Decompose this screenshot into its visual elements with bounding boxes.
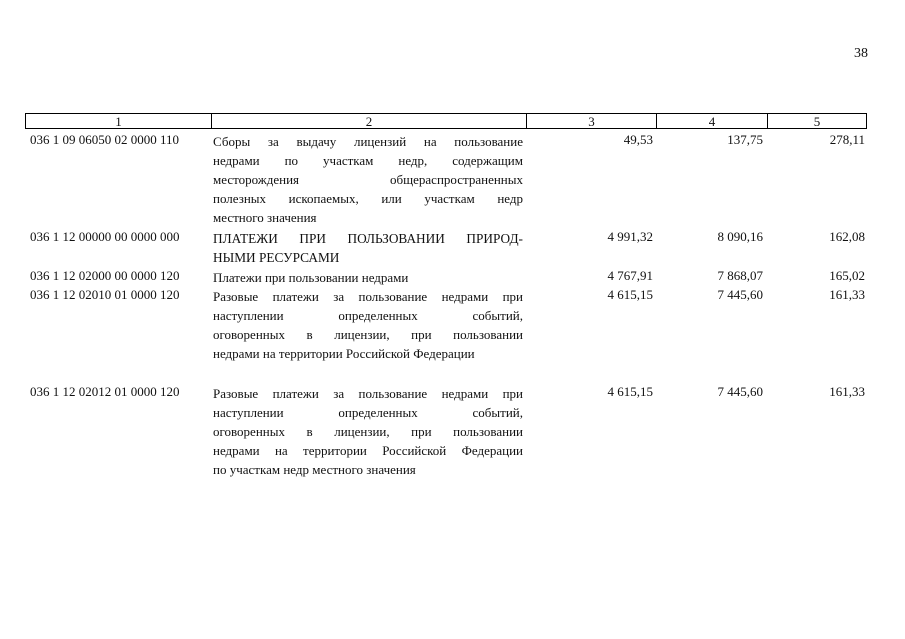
- row-name: [213, 229, 523, 267]
- row-name-line: оговоренных в лицензии, при пользовании: [213, 424, 523, 439]
- row-name-line: недрами на территории Российской Федерации: [213, 346, 475, 361]
- row-name-line: наступлении определенных событий,: [213, 405, 523, 420]
- row-value-col3: 49,53: [623, 132, 653, 147]
- row-name: [213, 384, 523, 479]
- row-value-col4: 137,75: [727, 132, 763, 147]
- header-col-1: 1: [26, 114, 212, 128]
- row-name-line: ПЛАТЕЖИ ПРИ ПОЛЬЗОВАНИИ ПРИРОД-: [213, 231, 523, 246]
- row-name-line: местного значения: [213, 210, 317, 225]
- row-value-col3: 4 991,32: [607, 229, 653, 244]
- row-code: 036 1 09 06050 02 0000 110: [30, 132, 180, 147]
- row-value-col5: 162,08: [829, 229, 865, 244]
- row-code: 036 1 12 00000 00 0000 000: [30, 229, 180, 244]
- header-col-5: 5: [813, 114, 821, 129]
- row-value-col3: 4 615,15: [607, 384, 653, 399]
- row-name-line: Разовые платежи за пользование недрами при: [213, 386, 523, 401]
- row-name-line: по участкам недр местного значения: [213, 462, 416, 477]
- header-col-4: 4: [657, 114, 768, 128]
- row-name-line: недрами по участкам недр, содержащим: [213, 153, 523, 168]
- row-code: 036 1 12 02000 00 0000 120: [30, 268, 180, 283]
- header-col-3: 3: [527, 114, 657, 128]
- row-value-col3: 4 615,15: [607, 287, 653, 302]
- row-name: [213, 132, 523, 227]
- page-number: 38: [854, 46, 868, 61]
- row-name-line: оговоренных в лицензии, при пользовании: [213, 327, 523, 342]
- row-value-col4: 7 445,60: [717, 384, 763, 399]
- row-value-col4: 7 868,07: [717, 268, 763, 283]
- row-code: 036 1 12 02012 01 0000 120: [30, 384, 180, 399]
- row-code: 036 1 12 02010 01 0000 120: [30, 287, 180, 302]
- row-name-line: НЫМИ РЕСУРСАМИ: [213, 250, 340, 265]
- row-value-col4: 7 445,60: [717, 287, 763, 302]
- row-name-line: Сборы за выдачу лицензий на пользование: [213, 134, 523, 149]
- row-value-col5: 165,02: [829, 268, 865, 283]
- row-value-col4: 8 090,16: [717, 229, 763, 244]
- row-value-col3: 4 767,91: [607, 268, 653, 283]
- row-value-col5: 161,33: [829, 384, 865, 399]
- row-name-line: Платежи при пользовании недрами: [213, 270, 409, 285]
- row-name: [213, 268, 523, 287]
- header-col-2: 2: [212, 114, 527, 128]
- row-name: [213, 287, 523, 363]
- row-name-line: месторождения общераспространенных: [213, 172, 523, 187]
- row-name-line: Разовые платежи за пользование недрами при: [213, 289, 523, 304]
- row-name-line: недрами на территории Российской Федерации: [213, 443, 523, 458]
- row-name-line: полезных ископаемых, или участкам недр: [213, 191, 523, 206]
- table-header: [25, 113, 867, 129]
- row-name-line: наступлении определенных событий,: [213, 308, 523, 323]
- row-value-col5: 278,11: [829, 132, 865, 147]
- row-value-col5: 161,33: [829, 287, 865, 302]
